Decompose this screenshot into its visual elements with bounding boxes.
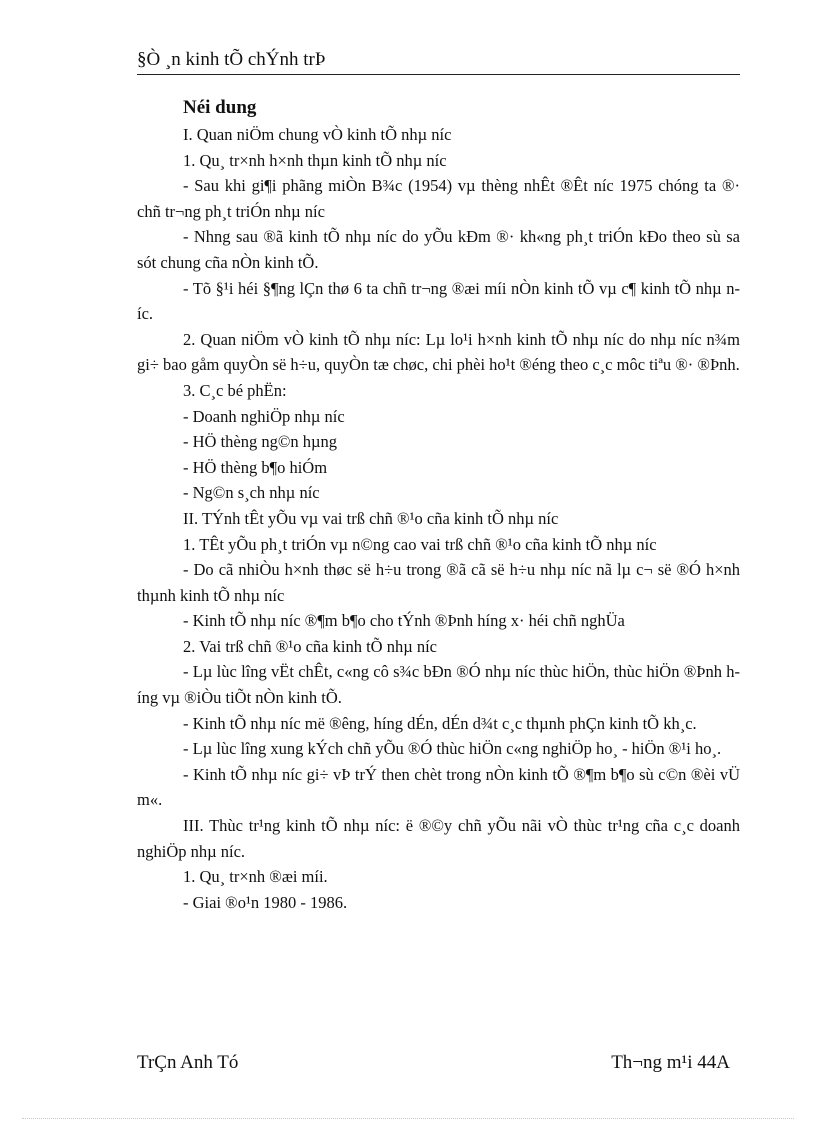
paragraph: - Do cã nhiÒu h×nh thøc së h÷u trong ®ã cã së h÷u nhµ níc nã lµ c¬ së ®Ó h×nh thµnh kinh tÕ nhµ níc [137, 560, 740, 605]
paragraph: - Kinh tÕ nhµ níc gi÷ vÞ trÝ then chèt trong nÒn kinh tÕ ®¶m b¶o sù c©n ®èi vÜ m«. [137, 764, 740, 810]
paragraph: - Kinh tÕ nhµ níc ®¶m b¶o cho tÝnh ®Þnh híng x· héi chñ nghÜa [183, 611, 625, 631]
document-body [137, 94, 740, 915]
paragraph: - Sau khi gi¶i phãng miÒn B¾c (1954) vµ thèng nhÊt ®Êt níc 1975 chóng ta ®· chñ tr¬ng ph¸t triÓn nhµ níc [137, 176, 740, 221]
footer-class: Th¬ng m¹i 44A [611, 1052, 730, 1073]
paragraph: - Kinh tÕ nhµ níc më ®êng, híng dÉn, dÉn d¾t c¸c thµnh phÇn kinh tÕ kh¸c. [183, 713, 697, 733]
paragraph: - Lµ lùc lîng vËt chÊt, c«ng cô s¾c bÐn ®Ó nhµ níc thùc hiÖn, thùc hiÖn ®Þnh híng vµ ®iÒu tiÕt nÒn kinh tÕ. [137, 662, 740, 708]
paragraph: I. Quan niÖm chung vÒ kinh tÕ nhµ níc [183, 125, 452, 144]
header-title: §Ò ¸n kinh tÕ chÝnh trÞ [137, 49, 326, 70]
paragraph: - Nhng sau ®ã kinh tÕ nhµ níc do yÕu kÐm ®· kh«ng ph¸t triÓn kÐo theo sù sa sót chung cña nÒn kinh tÕ. [137, 227, 740, 272]
paragraph: 2. Vai trß chñ ®¹o cña kinh tÕ nhµ níc [183, 636, 437, 656]
page-bottom-border [22, 1118, 794, 1119]
paragraph: 1. Qu¸ tr×nh h×nh thµn kinh tÕ nhµ níc [183, 150, 447, 170]
paragraph: 3. C¸c bé phËn: [183, 380, 287, 400]
paragraph: II. TÝnh tÊt yÕu vµ vai trß chñ ®¹o cña kinh tÕ nhµ níc [183, 508, 559, 528]
paragraph: 2. Quan niÖm vÒ kinh tÕ nhµ níc: Lµ lo¹i h×nh kinh tÕ nhµ níc do nhµ níc n¾m gi÷ bao gåm quyÒn së h÷u, quyÒn tæ chøc, chi phèi ho¹t ®éng theo c¸c môc tiªu ®· ®Þnh. [137, 329, 740, 375]
paragraph: - Tõ §¹i héi §¶ng lÇn thø 6 ta chñ tr¬ng ®æi míi nÒn kinh tÕ vµ c¶ kinh tÕ nhµ níc. [137, 278, 740, 324]
footer-author: TrÇn Anh Tó [137, 1052, 239, 1073]
list-item: - Ng©n s¸ch nhµ níc [183, 483, 320, 503]
list-item: - Doanh nghiÖp nhµ níc [183, 406, 345, 426]
list-item: - HÖ thèng b¶o hiÓm [183, 457, 328, 477]
list-item: - HÖ thèng ng©n hµng [183, 432, 338, 452]
paragraph: - Lµ lùc lîng xung kÝch chñ yÕu ®Ó thùc hiÖn c«ng nghiÖp ho¸ - hiÖn ®¹i ho¸. [183, 739, 722, 759]
paragraph: 1. Qu¸ tr×nh ®æi míi. [183, 867, 328, 887]
section-heading: Néi dung [183, 97, 257, 118]
paragraph: III. Thùc tr¹ng kinh tÕ nhµ níc: ë ®©y chñ yÕu nãi vÒ thùc tr¹ng cña c¸c doanh nghiÖp nhµ níc. [137, 816, 740, 861]
paragraph: - Giai ®o¹n 1980 - 1986. [183, 892, 348, 912]
page-header [137, 48, 740, 75]
paragraph: 1. TÊt yÕu ph¸t triÓn vµ n©ng cao vai trß chñ ®¹o cña kinh tÕ nhµ níc [183, 534, 657, 554]
